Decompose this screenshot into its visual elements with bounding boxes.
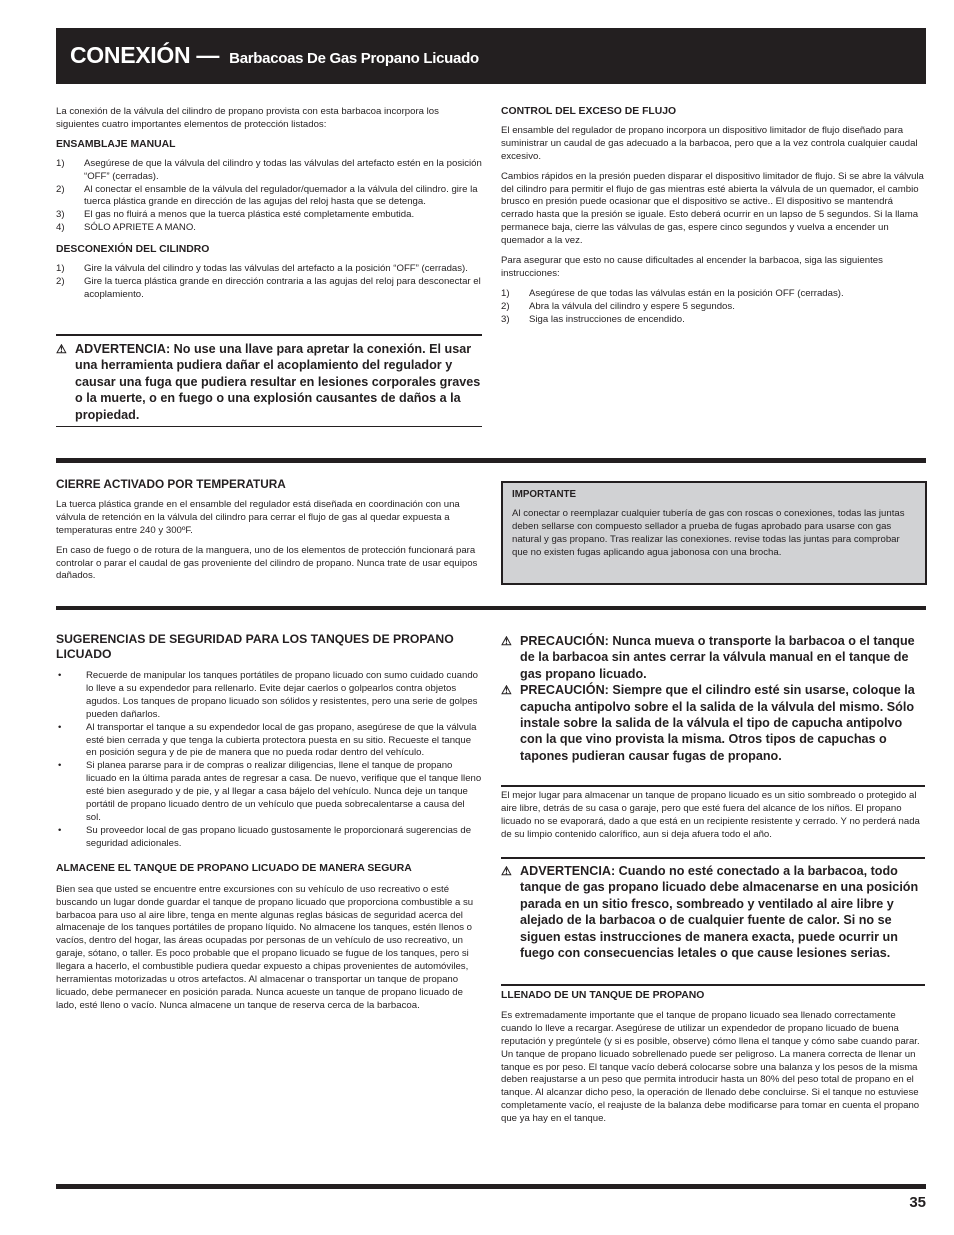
important-text: Al conectar o reemplazar cualquier tubería de gas con roscas o conexiones, todas las juntas deben sellarse con compuesto sellador a prueba de fugas aprobado para usarse con gas natural y gas propano. Tras realizar las conexiones. revise todas las juntas para comprobar que no existen fugas aplicando agua jabonosa con una brocha. (512, 507, 905, 558)
safety-tips (56, 670, 482, 851)
section-divider (56, 606, 926, 610)
warning-text: ADVERTENCIA: No use una llave para apretar la conexión. El usar una herramienta pudiera dañar el acoplamiento del regulador y causar una fuga que pudiera resultar en lesiones corporales graves o la muerte, o en fuego o una explosión causantes de daños a la propiedad. (75, 342, 481, 422)
flow-text-3: Para asegurar que esto no cause dificultades al encender la barbacoa, siga las siguientes instrucciones: (501, 255, 883, 279)
flow-text-1: El ensamble del regulador de propano incorpora un dispositivo limitador de flujo diseñado para suministrar un caudal de gas adecuado a la barbacoa, pero que a la vez controla cualquier caudal excesivo. (501, 124, 918, 162)
warning-icon: ⚠ (501, 683, 512, 698)
fill-section (501, 990, 925, 1133)
list-item: 1) Gire la válvula del cilindro y todas las válvulas del artefacto a la posición “OFF” (cerradas). (56, 263, 468, 275)
warning-storage-text: ADVERTENCIA: Cuando no esté conectado a la barbacoa, todo tanque de gas propano licuado debe almacenarse en una posición parada en un sitio fresco, sombreado y ventilado al aire libre y alejado de la barbacoa o de cualquier fuente de calor. Si no se siguen estas instrucciones de manera exacta, puede ocurrir un fuego con consecuencias letales o que cause lesiones serias. (520, 864, 919, 961)
divider (501, 785, 925, 787)
store-heading: ALMACENE EL TANQUE DE PROPANO LICUADO DE MANERA SEGURA (56, 862, 412, 874)
divider (56, 334, 482, 336)
page-number: 35 (909, 1194, 926, 1211)
list-item: • Al transportar el tanque a su expendedor local de gas propano, asegúrese de que la válvula esté bien cerrada y que tenga la cubierta protectora puesta en su sitio. Recueste el tanque en posición segura y de pie de manera que no pueda rodar dentro del vehículo. (58, 721, 477, 759)
temp-heading: CIERRE ACTIVADO POR TEMPERATURA (56, 477, 286, 491)
footer-divider (56, 1184, 926, 1189)
divider (56, 426, 482, 427)
list-item: 2) Abra la válvula del cilindro y espere 5 segundos. (501, 300, 735, 312)
flow-heading: CONTROL DEL EXCESO DE FLUJO (501, 106, 677, 117)
disconnect-heading: DESCONEXIÓN DEL CILINDRO (56, 244, 210, 256)
page-subtitle: Barbacoas De Gas Propano Licuado (229, 50, 479, 67)
divider (501, 984, 925, 986)
temp-text-1: La tuerca plástica grande en el ensamble del regulador está diseñada en coordinación con una válvula de retención en la válvula del cilindro para cerrar el flujo de gas al quedar expuesta a temperaturas entre 240 y 300ºF. (56, 498, 460, 536)
list-item: 3) El gas no fluirá a menos que la tuerca plástica esté completamente embutida. (56, 209, 415, 221)
connection-section (56, 106, 482, 309)
divider (501, 857, 925, 859)
list-item: 1) Asegúrese de que la válvula del cilindro y todas las válvulas del artefacto estén en la posición “OFF” (cerradas). (56, 157, 482, 182)
flow-text-2: Cambios rápidos en la presión pueden disparar el dispositivo limitador de flujo. Si se abre la válvula del cilindro para permitir el flujo de gas mientras esté abierta la válvula de un quemador, el cambio brusco en presión puede ocasionar que el dispositivo se active.. El dispositivo se mantendrá cerrado hasta que la presión se iguale. Esto deberá ocurrir en un lapso de 5 segundos. Si la llama permanece baja, cierre las válvulas de gas, espere cinco segundos y vuelva a encender un quemador a la vez. (501, 170, 924, 247)
list-item: 2) Gire la tuerca plástica grande en dirección contraria a las agujas del reloj para desconectar el acoplamiento. (56, 275, 481, 300)
header-banner (56, 28, 926, 84)
caution-text-1: PRECAUCIÓN: Nunca mueva o transporte la barbacoa o el tanque de la barbacoa sin antes cerrar la válvula manual en el tanque de gas propano licuado. (520, 634, 915, 681)
assembly-steps (56, 158, 482, 235)
list-item: 3) Siga las instrucciones de encendido. (501, 313, 685, 325)
flow-steps (501, 288, 925, 327)
assembly-heading: ENSAMBLAJE MANUAL (56, 138, 176, 150)
important-heading: IMPORTANTE (512, 489, 577, 500)
caution-block (501, 633, 925, 764)
important-box (501, 481, 927, 585)
tank-safety-section (56, 632, 482, 1020)
list-item: 1) Asegúrese de que todas las válvulas están en la posición OFF (cerradas). (501, 287, 844, 299)
caution-text-2: PRECAUCIÓN: Siempre que el cilindro esté sin usarse, coloque la capucha antipolvo sobre el la salida de la válvula del mismo. Sólo instale sobre la salida de la válvula el tipo de capucha antipolvo con la que vino provista la misma. Otros tipos de capuchas o tapones pudieran causar fugas de propano. (520, 683, 915, 763)
intro-text: La conexión de la válvula del cilindro de propano provista con esta barbacoa incorpora los siguientes cuatro importantes elementos de protección listados: (56, 106, 439, 130)
warning-icon: ⚠ (56, 342, 67, 356)
list-item: • Si planea pararse para ir de compras o realizar diligencias, llene el tanque de propano licuado en la última parada antes de regresar a casa. De nuevo, verifique que el tanque lleno esté bien asegurado y de pie, y al llegar a casa bájelo del vehículo. Nunca deje un tanque portátil de propano licuado dentro de un vehículo que pueda sobrecalentarse a causa del sol. (58, 760, 482, 823)
page-title: CONEXIÓN — (70, 42, 220, 68)
bullet: • (58, 760, 62, 772)
bullet: • (58, 721, 62, 733)
fill-text: Es extremadamente importante que el tanque de propano licuado sea llenado correctamente cuando lo lleve a recargar. Asegúrese de utilizar un expendedor de propano licuado de buena reputación y pregúntele (y si es posible, observe) cómo llena el tanque y cómo sabe cuando parar. Un tanque de propano licuado sobrellenado puede ser peligroso. La manera correcta de llenar un tanque es por peso. El tanque vacío deberá colocarse sobre una balanza y los pesos de la misma deben reajustarse a un peso que permita introducir hasta un 80% del peso total de propano en el tanque. Al alcanzar dicho peso, la operación de llenado debe concluirse. Si el tanque no estuviese completamente vacío, el reajuste de la balanza debe modificarse para tomar en cuenta el propano que ya hay en el tanque. (501, 1009, 920, 1125)
section-divider (56, 458, 926, 463)
warning-icon: ⚠ (501, 634, 512, 648)
storage-text: El mejor lugar para almacenar un tanque de propano licuado es un sitio sombreado o protegido al aire libre, detrás de su casa o garaje, pero que esté fuera del alcance de los niños. El propano licuado no se evaporará, dado a que está en un recipiente resistente y cerrado. Y no perderá nada de su limpio contenido calorífico, aun si deja afuera todo el año. (501, 790, 920, 840)
temp-text-2: En caso de fuego o de rotura de la manguera, uno de los elementos de protección funcionará para controlar o parar el caudal de gas proveniente del cilindro de propano. Nunca trate de usar equipos dañados. (56, 544, 478, 582)
warning-storage (501, 863, 925, 961)
list-item: 4) SÓLO APRIETE A MANO. (56, 222, 196, 234)
fill-heading: LLENADO DE UN TANQUE DE PROPANO (501, 990, 705, 1001)
warning-wrench (56, 341, 482, 423)
temperature-section (56, 478, 482, 590)
list-item: • Recuerde de manipular los tanques portátiles de propano licuado con sumo cuidado cuando lo lleve a su expendedor para rellenarlo. Evite dejar caerlos o golpearlos contra objetos agudos. Los tanques de propano licuado son sólidos y resistentes, pero una serie de golpes pueden dañarlos. (58, 670, 479, 720)
bullet: • (58, 824, 62, 836)
list-item: 2) Al conectar el ensamble de la válvula del regulador/quemador a la válvula del cilindro. gire la tuerca plástica grande en dirección de las agujas del reloj hasta que se detenga. (56, 183, 478, 208)
safety-heading: SUGERENCIAS DE SEGURIDAD PARA LOS TANQUES DE PROPANO LICUADO (56, 632, 454, 661)
store-text: Bien sea que usted se encuentre entre excursiones con su vehículo de uso recreativo o esté buscando un lugar donde guardar el tanque de propano licuado que proporciona combustible a su barbacoa para uso al aire libre, tenga en mente algunas reglas básicas de seguridad acerca del almacenaje de los tanques portátiles de propano líquido. No almacene los tanques, estén llenos o vacíos, dentro del hogar, las áreas ocupadas por personas de un vehículo de uso recreativo, un garaje, sótano, o taller. Es poco probable que el propano licuado se fugue de los tanques, pero si llegara a hacerlo, el combustible pudiera quedar expuesto a chipas provenientes de automóviles, herramientas motorizadas u otros artefactos. Al almacenar o transportar un tanque de propano licuado, debe permanecer en posición parada. Nunca acueste un tanque de propano licuado de lado, esté lleno o vacío. Nunca almacene un tanque de reserva cerca de la barbacoa. (56, 883, 474, 1011)
storage-section (501, 790, 925, 849)
bullet: • (58, 670, 62, 681)
flow-control-section (501, 106, 925, 334)
warning-icon: ⚠ (501, 864, 512, 878)
list-item: • Su proveedor local de gas propano licuado gustosamente le proporcionará sugerencias de seguridad adicionales. (58, 824, 472, 849)
disconnect-steps (56, 263, 482, 302)
